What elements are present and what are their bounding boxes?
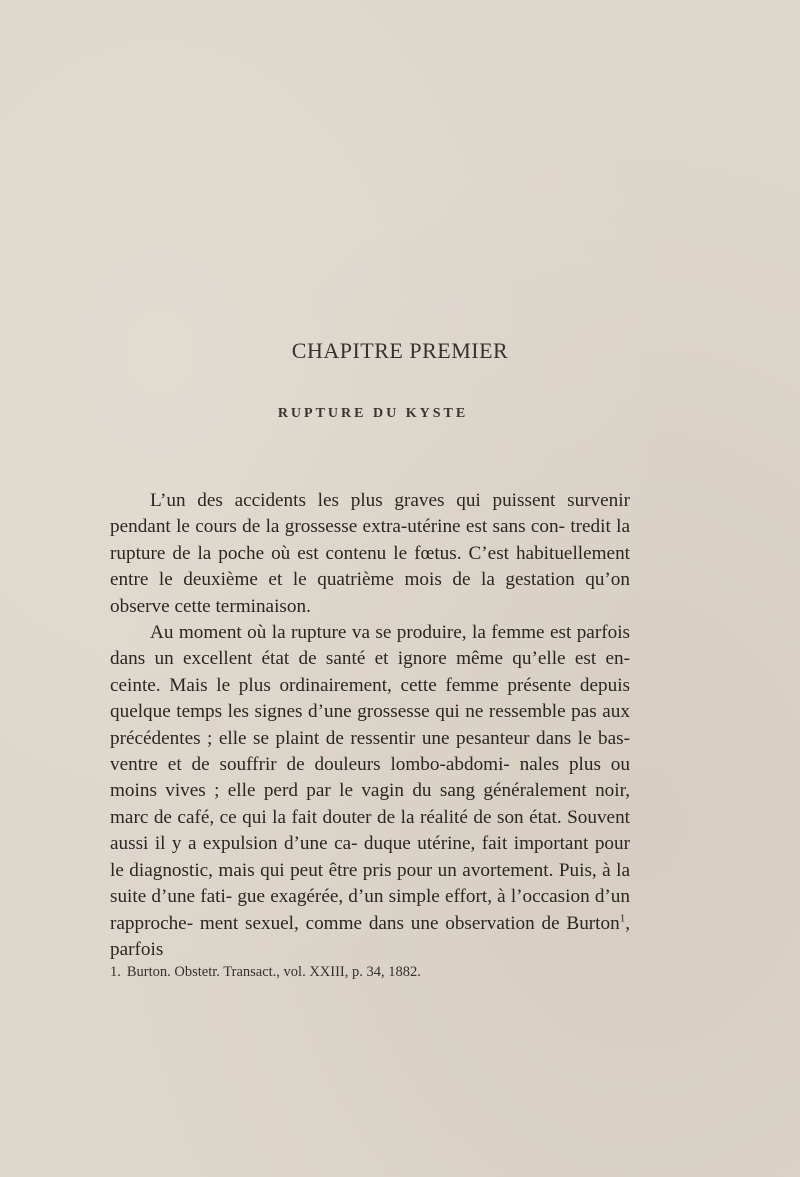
footnote-text: Burton. Obstetr. Transact., vol. XXIII, p. 34, 1882.: [126, 964, 421, 980]
paragraph-2: [110, 620, 630, 963]
paragraph-1-text: L’un des accidents les plus graves qui puissent survenir pendant le cours de la grossesse extra-utérine est sans con- tredit la rupture de la poche où est contenu le fœtus. C’est habituellement entre le deuxième et le quatrième mois de la gestation qu’on observe cette terminaison.: [110, 490, 630, 617]
paragraph-2-text: Au moment où la rupture va se produire, la femme est parfois dans un excellent état de santé et ignore même qu’elle est en- ceinte. Mais le plus ordinairement, cette femme présente depuis quelque temps les signes d’une grossesse qui ne ressemble pas aux précédentes ; elle se plaint de ressentir une pesanteur dans le bas-ventre et de souffrir de douleurs lombo-abdomi- nales plus ou moins vives ; elle perd par le vagin du sang généralement noir, marc de café, ce qui la fait douter de la réalité de son état. Souvent aussi il y a expulsion d’une ca- duque utérine, fait important pour le diagnostic, mais qui peut être pris pour un avortement. Puis, à la suite d’une fati- gue exagérée, d’un simple effort, à l’occasion d’un rapproche- ment sexuel, comme dans une observation de Burton: [110, 622, 630, 934]
chapter-title: CHAPITRE PREMIER: [291, 338, 509, 363]
footnote: [110, 964, 630, 981]
body-text: [110, 488, 630, 963]
paragraph-2-text-end: , parfois: [110, 912, 630, 960]
paragraph-1: [110, 488, 630, 620]
footnote-number: 1.: [110, 964, 121, 980]
section-title: RUPTURE DU KYSTE: [277, 406, 469, 421]
footnote-reference: 1: [619, 912, 626, 925]
